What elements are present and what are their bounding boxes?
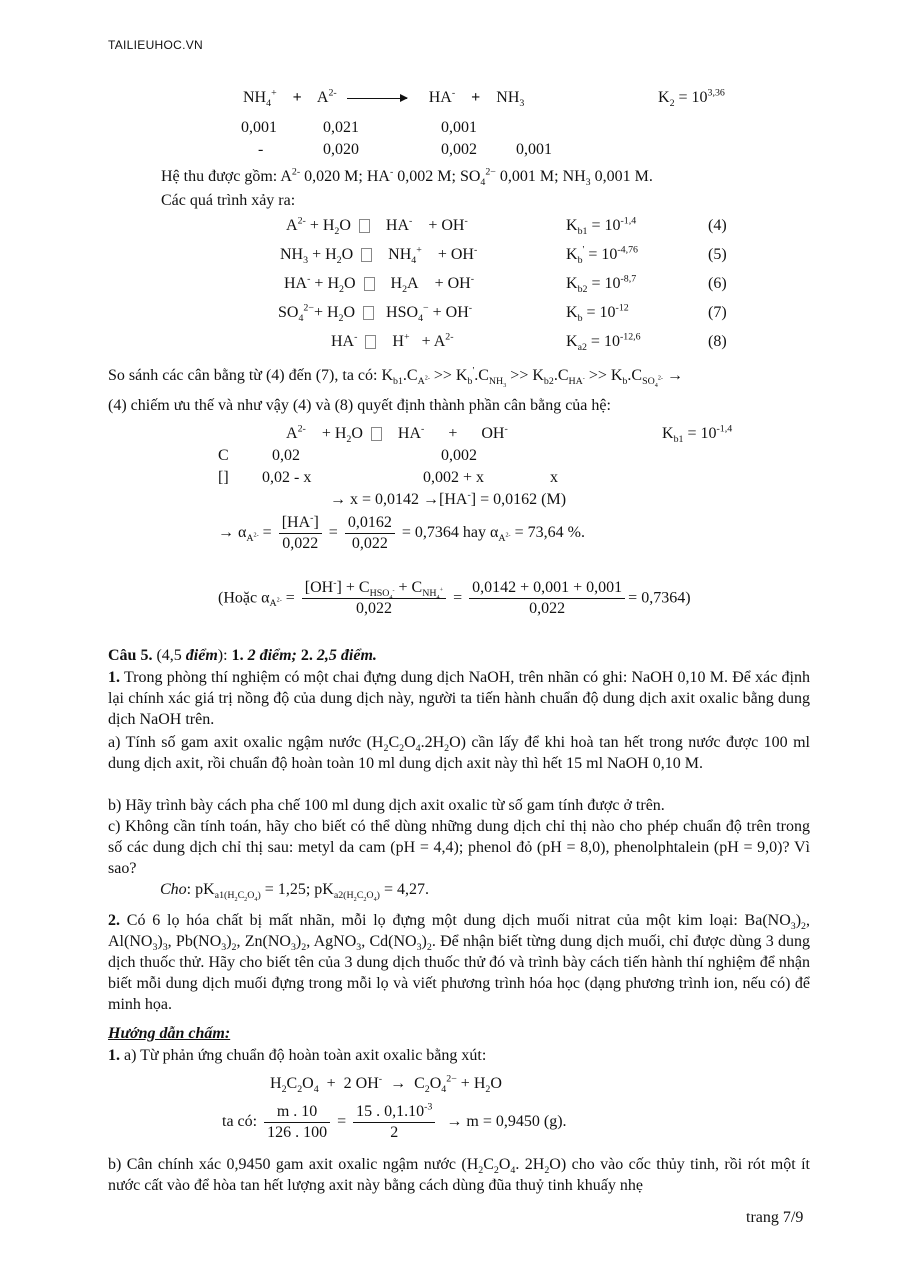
alt-frac-2: [469, 578, 625, 619]
para2-text: Có 6 lọ hóa chất bị mất nhãn, mỗi lọ đựng một dung dịch muối nitrat của một kim loại: Ba(NO: [120, 912, 791, 929]
equilibrium-icon: [371, 427, 382, 441]
q5-points: (4,5: [152, 647, 186, 664]
guide-b: b) Cân chính xác 0,9450 gam axit oxalic ngậm nước ($H_2C_2O_4$. $2H_2O$) cho vào cốc thủy tinh, rồi rót một ít nước cất vào để hòa tan hết lượng axit này bằng cách dùng đũa thuỷ tinh khuấy nhẹ: [108, 1156, 810, 1194]
system-c: 0,001 M; NH: [495, 168, 586, 185]
equilibrium-icon: [361, 248, 372, 262]
eq-num-5: (5): [708, 246, 727, 263]
alt-value: = 0,7364): [628, 589, 691, 607]
eq-num-4: (4): [708, 217, 727, 234]
alt-line: (Hoặc $\alpha_{A^{2-}}$ = $\frac{[OH^-] + C_{HSO_4^-} + C_{NH_4^+}}{0,022}$ = $\frac{0,0142 + 0,001 + 0,001}{0,022}$ = 0,7364): [218, 577, 691, 618]
alpha-line: → $\alpha_{A^{2-}}$ = $\frac{[HA^-]}{0,022}$ = $\frac{0,0162}{0,022}$ = 0,7364 hay $\alpha_{A^{2-}} = 73,64$ %.: [218, 512, 585, 552]
g1-text: a) Từ phản ứng chuẩn độ hoàn toàn axit oxalic bằng xút:: [120, 1047, 487, 1064]
alt-num: 0,0142 + 0,001 + 0,001: [469, 578, 625, 599]
eq-6: $HA^- + H_2O$ $H_2A$ + OH-: [284, 273, 475, 296]
nh3-symbol: NH: [496, 89, 520, 106]
equilibrium-icon: [359, 219, 370, 233]
compare-text: So sánh các cân bằng từ (4) đến (7), ta có: K: [108, 367, 394, 384]
c-b: 0,002: [441, 447, 477, 464]
gb2-text: ) cho vào cốc thủy tinh, rồi rót một ít nước cất vào để hòa tan hết lượng axit này bằng cách dùng đũa thuỷ tinh khuấy nhẹ: [108, 1156, 810, 1194]
x-result: → x = 0,0142 →[HA-] = 0,0162 (M): [330, 489, 567, 508]
k-label: K: [658, 89, 670, 106]
q5-title: [108, 646, 377, 665]
taco-label: ta có:: [222, 1113, 258, 1131]
q5-para-a: a) Tính số gam axit oxalic ngậm nước $(H_2C_2O_4.2H_2O)$ cần lấy để khi hoà tan hết trong nước được 100 ml dung dịch axit, rồi chuẩn độ hoàn toàn 10 ml dung dịch axit này thì hết 15 ml NaOH 0,10 M.: [108, 734, 810, 772]
q5-p1: 1.: [231, 647, 244, 664]
alt-open: (Hoặc: [218, 589, 258, 607]
alpha-den-2: 0,022: [351, 535, 388, 552]
kb-prime: $K_b' = 10^{-4,76}$: [566, 244, 638, 267]
arrow-icon: [347, 98, 407, 99]
ha-symbol: HA: [428, 89, 452, 106]
b-c: x: [550, 469, 558, 486]
ka2: $K_{a2} = 10^{-12,6}$: [566, 331, 641, 354]
compare-line: So sánh các cân bằng từ (4) đến (7), ta có: $K_{b1}.C_{A^{2-}} >> K_b'.C_{NH_3} >> K_{b2}.C_{HA^-} >> K_b.C_{SO_4^{2-}}$ →: [108, 365, 683, 390]
alpha-frac-1: $\frac{[HA^-]}{0,022}$: [279, 513, 322, 554]
cho-val-1: = 1,25; pK: [264, 881, 334, 898]
cho-val-2: = 4,27.: [383, 881, 429, 898]
system-line: Hệ thu được gồm: $A^{2-}$ 0,020 M; HA- 0,002 M; $SO_4^{2-}$ 0,001 M; $NH_3$ 0,001 M.: [161, 166, 653, 189]
alt-den-1: 0,022: [355, 600, 392, 618]
dominant-line: (4) chiếm ưu thế và như vậy (4) và (8) quyết định thành phần cân bằng của hệ:: [108, 397, 611, 414]
reaction-nh4: $NH_4^+$ + $A^{2-}$ HA- + $NH_3$: [243, 87, 525, 110]
q5-points-i: điểm: [185, 647, 218, 664]
conc-row-2b: 0,020: [323, 141, 359, 158]
m-value: → m = 0,9450 (g).: [446, 1113, 567, 1131]
guide-calc: ta có: $\frac{m . 10}{126 . 100}$ = $\frac{15 . 0,1.10^{-3}}{2}$ → m = 0,9450 (g).: [222, 1101, 567, 1141]
para-a-1: a) Tính số gam axit oxalic ngậm nước (H: [108, 734, 384, 751]
alpha-num: 0,0162: [345, 513, 395, 534]
c-label: C: [218, 447, 229, 464]
page-number: trang 7/9: [746, 1209, 804, 1226]
alpha-value: = 0,7364 hay: [401, 524, 486, 542]
frac2-num: 15 . 0,1.10: [356, 1103, 425, 1120]
frac1-den: 126 . 100: [267, 1124, 328, 1141]
eq-main: $A^{2-}$ + $H_2O$ HA- + OH-: [286, 423, 508, 446]
para2-text-b: . Để nhận biết từng dung dịch muối, chỉ được dùng 3 dung dịch thuốc thử. Hãy cho biết tên của 3 dung dịch thuốc thử đó và trình bày cách tiến hành thí nghiệm để nhận biết mỗi dung dịch muối đựng trong mỗi lọ và viết phương trình hóa học (dạng phương trình ion, nếu có) để minh họa.: [108, 933, 810, 1013]
alt-den-2: 0,022: [529, 600, 566, 618]
para1-num: 1.: [108, 669, 120, 686]
frac1-num: m . 10: [264, 1102, 330, 1123]
equilibrium-icon: [365, 335, 376, 349]
cho-label: Cho: [160, 881, 187, 898]
q5-cho: Cho: $pK_{a1(H_2C_2O_4)} = 1,25$; $pK_{a2(H_2C_2O_4)} = 4,27$.: [160, 881, 429, 904]
k2-constant: $K_2 = 10^{3,36}$: [658, 87, 725, 110]
equilibrium-icon: [364, 277, 375, 291]
eq-7: $SO_4^{2-}+ H_2O$ $HSO_4^- + OH^-$: [278, 302, 473, 325]
a2-symbol: A: [316, 89, 329, 106]
site-header: TAILIEUHOC.VN: [108, 38, 204, 52]
guide-heading: Hướng dẫn chấm:: [108, 1025, 231, 1042]
k-value: = 10: [678, 89, 708, 106]
para-a-2: ) cần lấy để khi hoà tan hết trong nước được 100 ml dung dịch axit, rồi chuẩn độ hoàn toàn 10 ml dung dịch axit này thì hết 15 ml NaOH 0,10 M.: [108, 734, 810, 772]
b-a: 0,02 - x: [262, 469, 312, 486]
alpha-percent: = 73,64 %.: [514, 524, 585, 542]
conc-row-1c: 0,001: [441, 119, 477, 136]
x-text: → x = 0,0142 →[HA: [330, 491, 468, 508]
conc-row-2d: 0,001: [516, 141, 552, 158]
processes-intro: Các quá trình xảy ra:: [161, 192, 296, 209]
para1-text: Trong phòng thí nghiệm có một chai đựng dung dịch NaOH, trên nhãn có ghi: NaOH 0,10 M. Để xác định lại chính xác giá trị nồng độ của dung dịch này, người ta tiến hành chuẩn độ dung dịch axit oxalic bằng dung dịch NaOH trên.: [108, 669, 810, 728]
kb1: $K_{b1} = 10^{-1,4}$: [566, 215, 637, 238]
frac2-den: 2: [390, 1124, 399, 1141]
q5-para-b: b) Hãy trình bày cách pha chế 100 ml dung dịch axit oxalic từ số gam tính được ở trên.: [108, 797, 665, 814]
g1-num: 1.: [108, 1047, 120, 1064]
c-a: 0,02: [272, 447, 300, 464]
calc-frac-1: [264, 1102, 330, 1143]
guide-reaction: $H_2C_2O_4 + 2$ $OH^- \to C_2O_4^{2-} + H_2O$: [270, 1073, 502, 1096]
q5-para1: [108, 667, 810, 730]
eq-5: $NH_3 + H_2O$ $NH_4^+$ + OH-: [280, 244, 478, 267]
q5-para2: 2. Có 6 lọ hóa chất bị mất nhãn, mỗi lọ đựng một dung dịch muối nitrat của một kim loại: $Ba(NO_3)_2$, $Al(NO_3)_3$, $Pb(NO_3)_2$, $Zn(NO_3)_2$, AgNO$_3$, $Cd(NO_3)_2$. Để nhận biết từng dung dịch muối, chỉ được dùng 3 dung dịch thuốc thử. Hãy cho biết tên của 3 dung dịch thuốc thử đó và trình bày cách tiến hành thí nghiệm để nhận biết mỗi dung dịch muối đựng trong mỗi lọ và viết phương trình hóa học (dạng phương trình ion, nếu có) để minh họa.: [108, 912, 810, 1013]
kb2: $K_{b2} = 10^{-8,7}$: [566, 273, 637, 296]
system-b: 0,002 M; SO: [393, 168, 481, 185]
b-b: 0,002 + x: [423, 469, 485, 486]
q5-p2: 2.: [296, 647, 313, 664]
q5-p2i: 2,5 điểm.: [312, 647, 377, 664]
q5-para-c: c) Không cần tính toán, hãy cho biết có thể dùng những dung dịch chỉ thị nào cho phép chuẩn độ trên trong số các dung dịch chỉ thị sau: metyl da cam (pH = 4,4); phenol đỏ (pH = 8,0), phenolphtalein (pH = 9,0)? Vì sao?: [108, 818, 810, 877]
q5-label: Câu 5.: [108, 647, 153, 664]
conc-row-2c: 0,002: [441, 141, 477, 158]
system-d: 0,001 M.: [590, 168, 653, 185]
kb1-main: $K_{b1} = 10^{-1,4}$: [662, 423, 733, 446]
gb1-text: b) Cân chính xác 0,9450 gam axit oxalic ngậm nước (H: [108, 1156, 479, 1173]
kb: $K_b = 10^{-12}$: [566, 302, 629, 325]
conc-row-1a: 0,001: [241, 119, 277, 136]
para2-num: 2.: [108, 912, 120, 929]
bracket-label: []: [218, 469, 229, 486]
system-text: Hệ thu được gồm: A: [161, 168, 292, 185]
x-text2: ] = 0,0162 (M): [470, 491, 567, 508]
eq-num-6: (6): [708, 275, 727, 292]
calc-frac-2: $\frac{15 . 0,1.10^{-3}}{2}$: [353, 1102, 435, 1143]
conc-row-2a: -: [258, 141, 264, 158]
eq-num-7: (7): [708, 304, 727, 321]
eq-8: HA- $H^+ + A^{2-}$: [331, 331, 454, 350]
eq-4: $A^{2-} + H_2O$ HA- + OH-: [286, 215, 468, 238]
q5-points-close: ):: [217, 647, 232, 664]
alt-frac-1: $\frac{[OH^-] + C_{HSO_4^-} + C_{NH_4^+}}{0,022}$: [302, 578, 446, 619]
q5-p1i: 2 điểm;: [243, 647, 297, 664]
nh4-symbol: NH: [243, 89, 267, 106]
alpha-den-1: 0,022: [282, 535, 319, 552]
eq-num-8: (8): [708, 333, 727, 350]
system-a: 0,020 M; HA: [300, 168, 390, 185]
alpha-frac-2: [345, 513, 395, 554]
guide-1: [108, 1046, 486, 1065]
conc-row-1b: 0,021: [323, 119, 359, 136]
equilibrium-icon: [363, 306, 374, 320]
